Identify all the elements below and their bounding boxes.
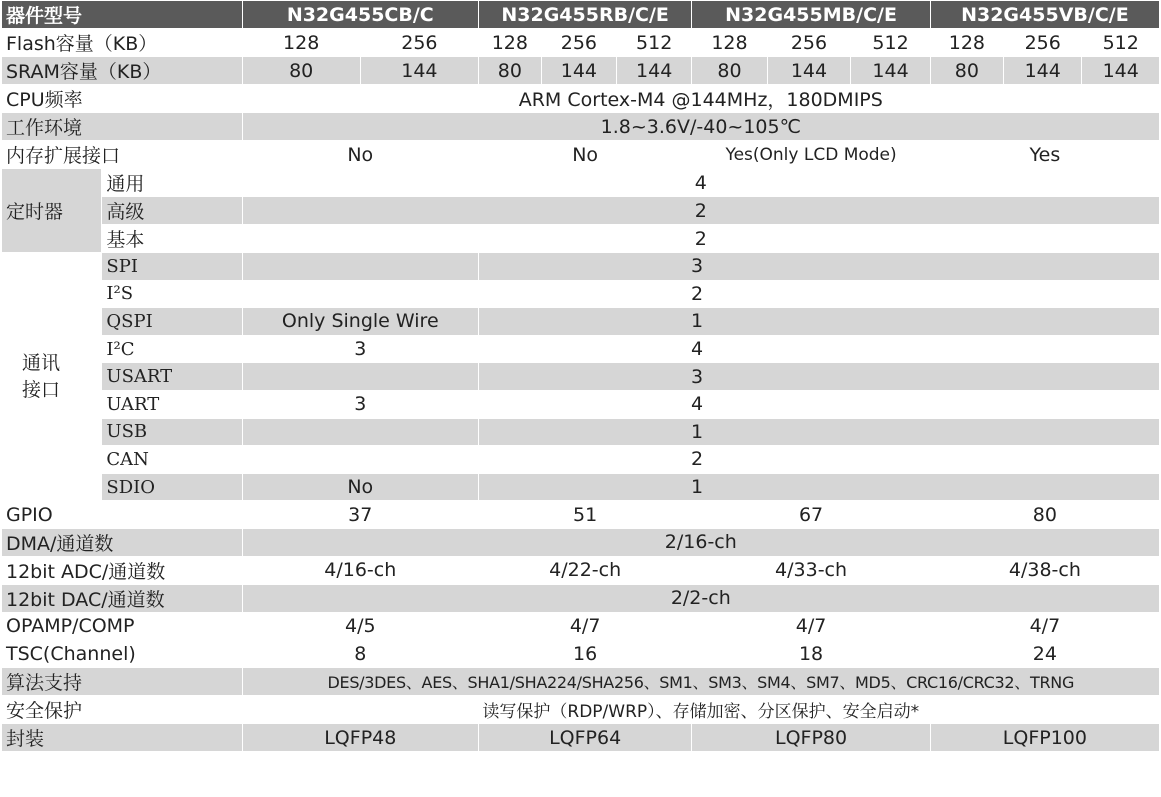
- model-header: N32G455RB/C/E: [478, 1, 691, 29]
- comm-value: 1: [478, 418, 1159, 446]
- header-label: 器件型号: [2, 1, 243, 29]
- row-label: SRAM容量（KB）: [2, 57, 243, 85]
- sram-cell: 80: [242, 57, 360, 85]
- env-value: 1.8~3.6V/-40~105℃: [242, 113, 1159, 141]
- package-cell: LQFP48: [242, 724, 478, 752]
- comm-row: [2, 280, 1160, 308]
- algo-row: [2, 668, 1160, 696]
- sram-cell: 144: [851, 57, 931, 85]
- flash-cell: 128: [692, 29, 767, 57]
- sram-cell: 80: [692, 57, 767, 85]
- comm-sub-label: CAN: [102, 446, 242, 474]
- mem-ext-cell: Yes: [930, 141, 1159, 169]
- timer-sub-label: 高级: [102, 197, 242, 225]
- cpu-row: [2, 85, 1160, 113]
- package-cell: LQFP100: [930, 724, 1159, 752]
- tsc-cell: 24: [930, 640, 1159, 668]
- opamp-cell: 4/7: [692, 612, 930, 640]
- comm-row: [2, 363, 1160, 391]
- gpio-cell: 67: [692, 501, 930, 529]
- model-header: N32G455VB/C/E: [930, 1, 1159, 29]
- timer-value: 2: [242, 225, 1159, 253]
- comm-sub-label: I²S: [102, 280, 242, 308]
- flash-cell: 128: [478, 29, 541, 57]
- comm-row: [2, 335, 1160, 363]
- flash-cell: 128: [930, 29, 1003, 57]
- dma-value: 2/16-ch: [242, 528, 1159, 556]
- row-label: 安全保护: [2, 696, 243, 724]
- row-label: 内存扩展接口: [2, 141, 243, 169]
- flash-cell: 256: [1004, 29, 1082, 57]
- comm-row: [2, 253, 1160, 281]
- gpio-cell: 80: [930, 501, 1159, 529]
- comm-value: 1: [478, 473, 1159, 501]
- comm-group-label: [2, 253, 102, 501]
- opamp-cell: 4/5: [242, 612, 478, 640]
- cpu-value: ARM Cortex-M4 @144MHz，180DMIPS: [242, 85, 1159, 113]
- timer-sub-label: 通用: [102, 169, 242, 197]
- row-label: 12bit DAC/通道数: [2, 584, 243, 612]
- mem-ext-row: [2, 141, 1160, 169]
- comm-sub-label: USB: [102, 418, 242, 446]
- row-label: 12bit ADC/通道数: [2, 556, 243, 584]
- mem-ext-cell: Yes(Only LCD Mode): [692, 141, 930, 169]
- row-label: 算法支持: [2, 668, 243, 696]
- comm-sub-label: UART: [102, 390, 242, 418]
- row-label: TSC(Channel): [2, 640, 243, 668]
- opamp-row: [2, 612, 1160, 640]
- tsc-cell: 18: [692, 640, 930, 668]
- comm-value: 3: [478, 363, 1159, 391]
- flash-cell: 512: [1082, 29, 1160, 57]
- package-cell: LQFP80: [692, 724, 930, 752]
- comm-row: [2, 473, 1160, 501]
- comm-sub-label: I²C: [102, 335, 242, 363]
- timer-row: [2, 169, 1160, 197]
- timer-row: [2, 197, 1160, 225]
- comm-sub-label: USART: [102, 363, 242, 391]
- row-label: DMA/通道数: [2, 528, 243, 556]
- comm-first-cell: No: [242, 473, 478, 501]
- comm-first-cell: [242, 363, 478, 391]
- row-label: 工作环境: [2, 113, 243, 141]
- package-cell: LQFP64: [478, 724, 691, 752]
- comm-first-cell: [242, 280, 478, 308]
- opamp-cell: 4/7: [930, 612, 1159, 640]
- dma-row: [2, 528, 1160, 556]
- gpio-row: [2, 501, 1160, 529]
- adc-cell: 4/22-ch: [478, 556, 691, 584]
- flash-row: [2, 29, 1160, 57]
- gpio-cell: 37: [242, 501, 478, 529]
- model-header: N32G455MB/C/E: [692, 1, 930, 29]
- comm-row: [2, 446, 1160, 474]
- sram-cell: 144: [1004, 57, 1082, 85]
- gpio-cell: 51: [478, 501, 691, 529]
- header-row: [2, 1, 1160, 29]
- tsc-cell: 8: [242, 640, 478, 668]
- security-row: [2, 696, 1160, 724]
- adc-row: [2, 556, 1160, 584]
- comm-value: 4: [478, 335, 1159, 363]
- tsc-cell: 16: [478, 640, 691, 668]
- comm-sub-label: SPI: [102, 253, 242, 281]
- mem-ext-cell: No: [242, 141, 478, 169]
- comm-value: 2: [478, 280, 1159, 308]
- row-label: Flash容量（KB）: [2, 29, 243, 57]
- flash-cell: 256: [360, 29, 478, 57]
- comm-first-cell: [242, 446, 478, 474]
- comm-first-cell: [242, 418, 478, 446]
- sram-row: [2, 57, 1160, 85]
- sram-cell: 144: [541, 57, 616, 85]
- package-row: [2, 724, 1160, 752]
- comm-value: 1: [478, 308, 1159, 336]
- flash-cell: 128: [242, 29, 360, 57]
- sram-cell: 144: [1082, 57, 1160, 85]
- comm-value: 4: [478, 390, 1159, 418]
- sram-cell: 80: [478, 57, 541, 85]
- tsc-row: [2, 640, 1160, 668]
- comm-row: [2, 418, 1160, 446]
- security-value: 读写保护（RDP/WRP）、存储加密、分区保护、安全启动*: [242, 696, 1159, 724]
- adc-cell: 4/38-ch: [930, 556, 1159, 584]
- timer-group-label: 定时器: [2, 169, 102, 253]
- comm-sub-label: SDIO: [102, 473, 242, 501]
- spec-table: [1, 0, 1160, 752]
- mem-ext-cell: No: [478, 141, 691, 169]
- comm-group-line1: 通讯: [22, 351, 61, 374]
- comm-group-line2: 接口: [22, 378, 61, 401]
- timer-sub-label: 基本: [102, 225, 242, 253]
- sram-cell: 144: [617, 57, 692, 85]
- algo-value: DES/3DES、AES、SHA1/SHA224/SHA256、SM1、SM3、SM4、SM7、MD5、CRC16/CRC32、TRNG: [242, 668, 1159, 696]
- row-label: 封装: [2, 724, 243, 752]
- row-label: GPIO: [2, 501, 243, 529]
- comm-value: 3: [478, 253, 1159, 281]
- sram-cell: 144: [767, 57, 851, 85]
- comm-first-cell: [242, 253, 478, 281]
- dac-value: 2/2-ch: [242, 584, 1159, 612]
- env-row: [2, 113, 1160, 141]
- model-header: N32G455CB/C: [242, 1, 478, 29]
- flash-cell: 512: [617, 29, 692, 57]
- row-label: OPAMP/COMP: [2, 612, 243, 640]
- opamp-cell: 4/7: [478, 612, 691, 640]
- timer-value: 2: [242, 197, 1159, 225]
- sram-cell: 80: [930, 57, 1003, 85]
- dac-row: [2, 584, 1160, 612]
- comm-first-cell: 3: [242, 335, 478, 363]
- timer-value: 4: [242, 169, 1159, 197]
- flash-cell: 256: [541, 29, 616, 57]
- comm-row: [2, 390, 1160, 418]
- comm-first-cell: Only Single Wire: [242, 308, 478, 336]
- timer-row: [2, 225, 1160, 253]
- sram-cell: 144: [360, 57, 478, 85]
- flash-cell: 512: [851, 29, 931, 57]
- comm-sub-label: QSPI: [102, 308, 242, 336]
- comm-row: [2, 308, 1160, 336]
- comm-first-cell: 3: [242, 390, 478, 418]
- flash-cell: 256: [767, 29, 851, 57]
- adc-cell: 4/33-ch: [692, 556, 930, 584]
- row-label: CPU频率: [2, 85, 243, 113]
- adc-cell: 4/16-ch: [242, 556, 478, 584]
- comm-value: 2: [478, 446, 1159, 474]
